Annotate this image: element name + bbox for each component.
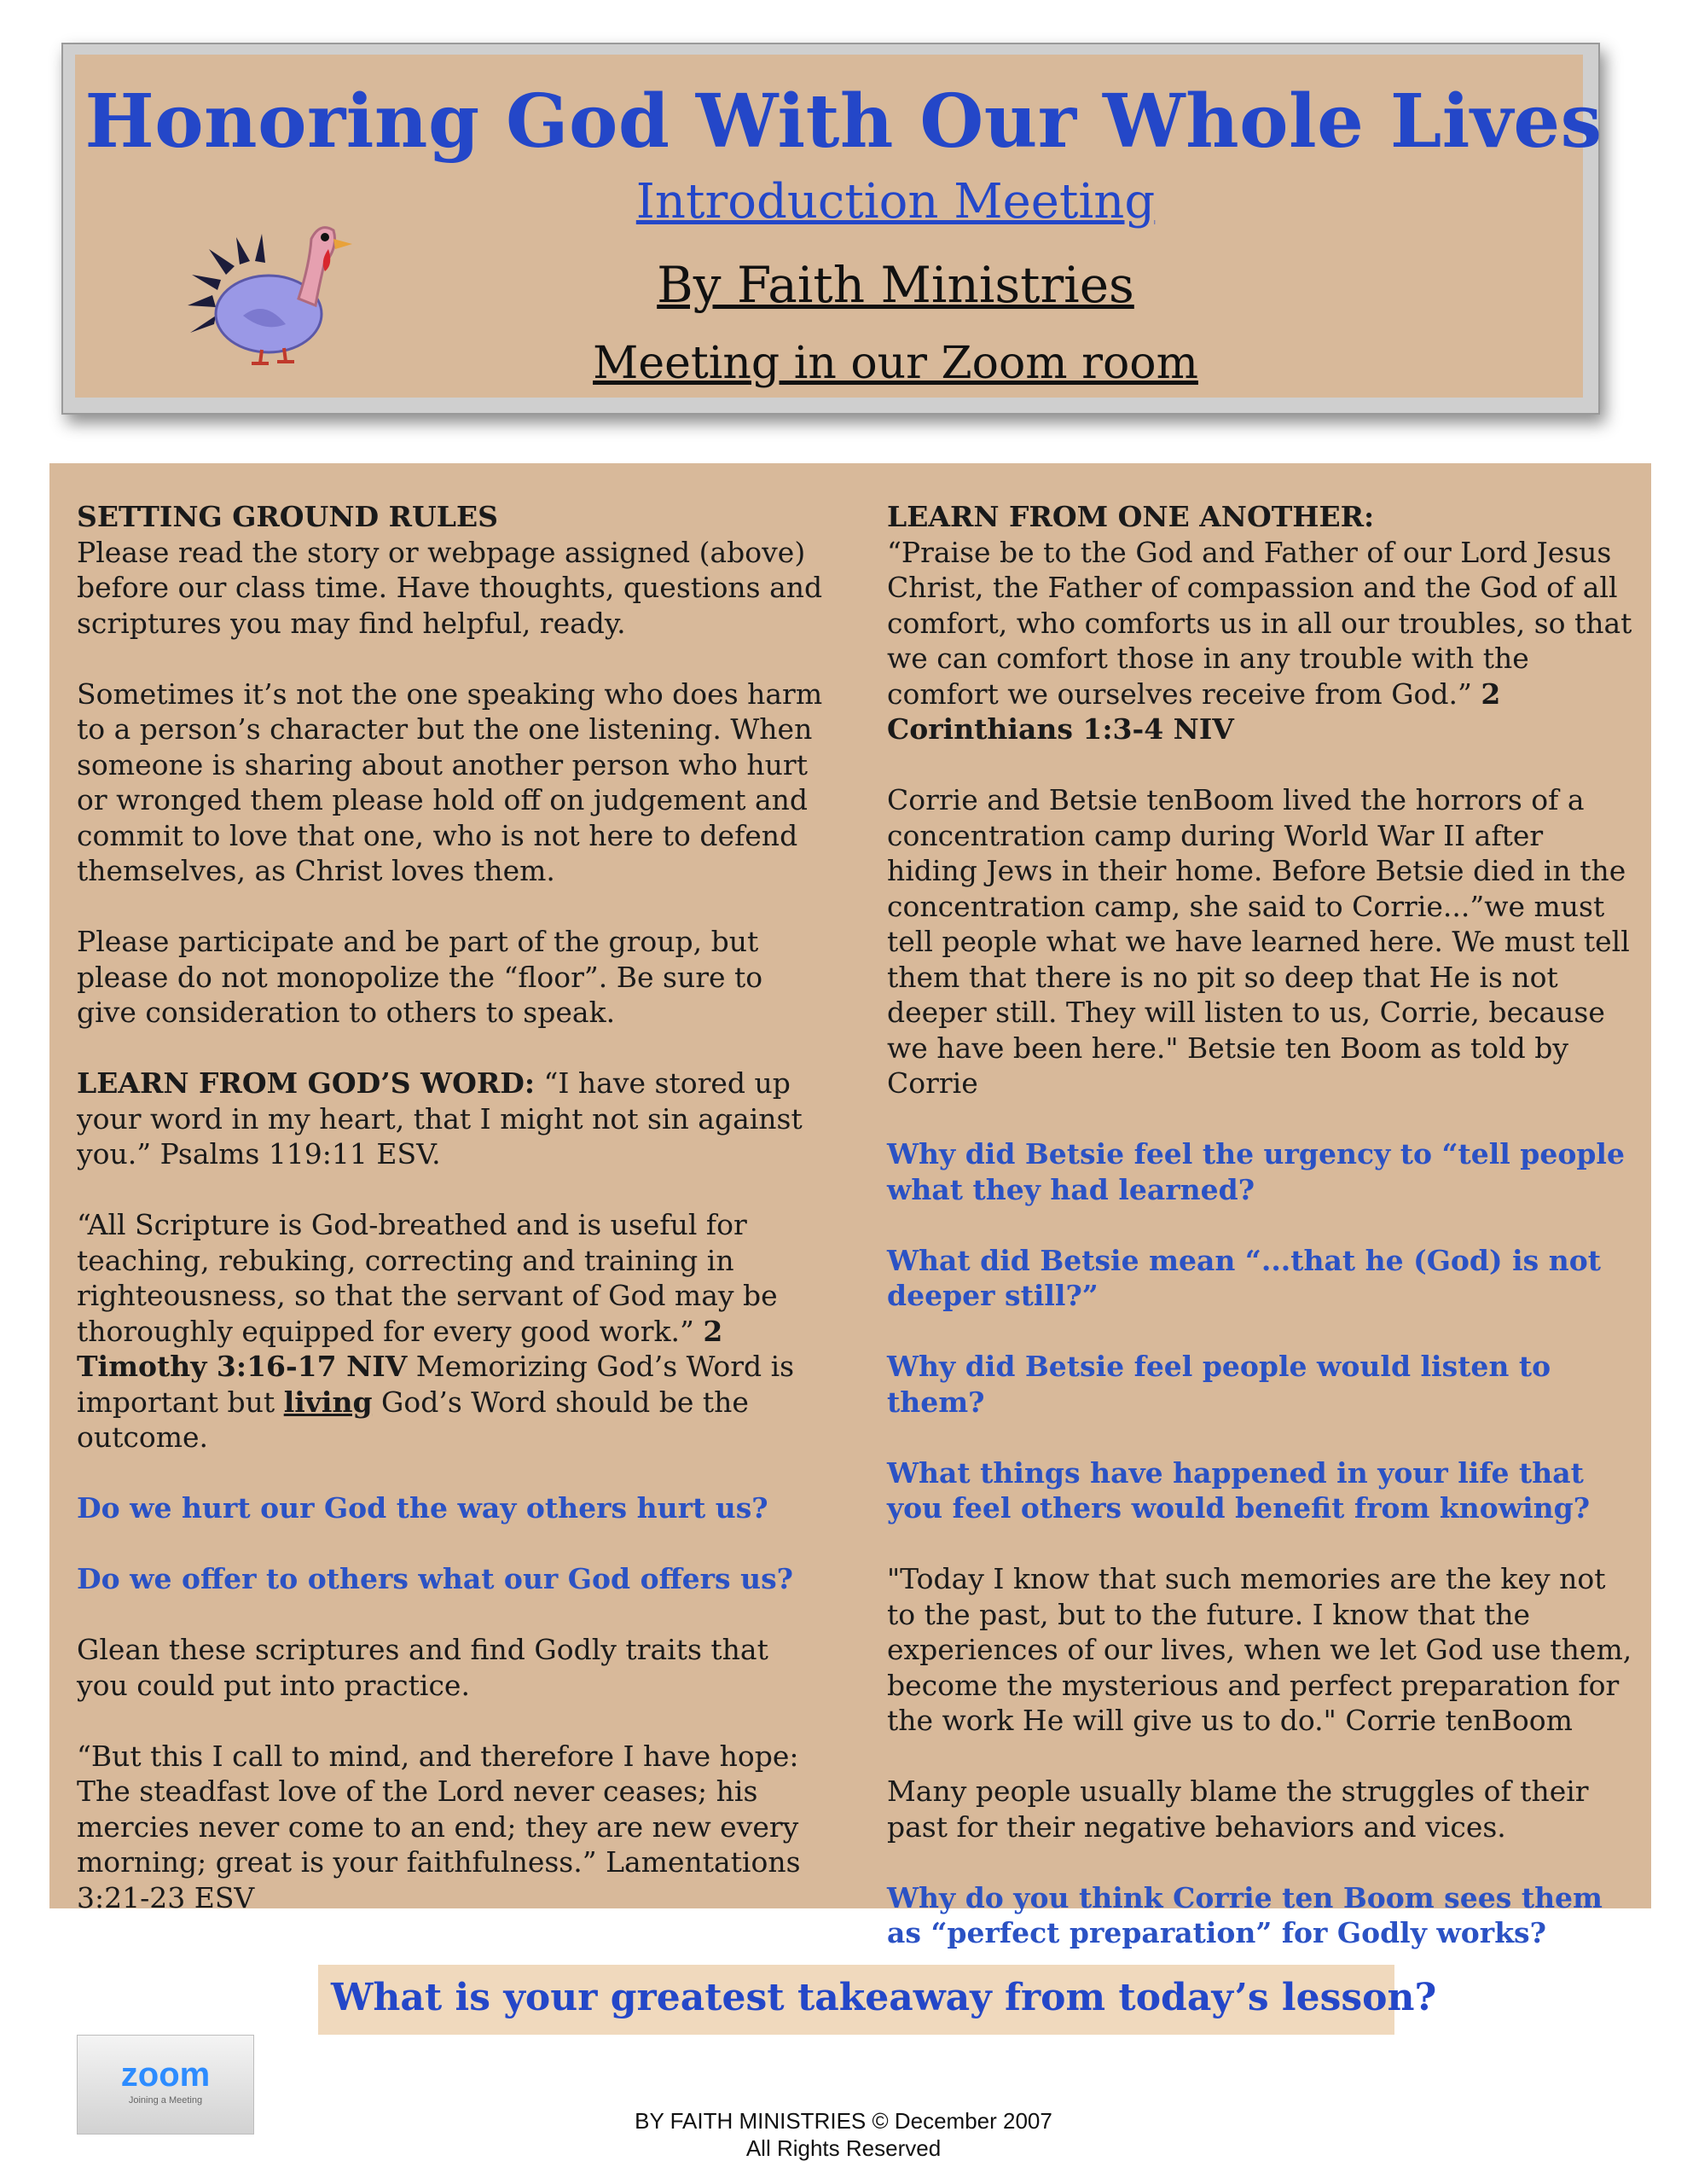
byline: By Faith Ministries	[657, 256, 1134, 314]
ground-rules-text: Please read the story or webpage assigned (above) before our class time. Have thoughts, questions and scriptures you may find helpful, ready.	[77, 535, 823, 640]
question: What did Betsie mean “...that he (God) is not deeper still?”	[887, 1243, 1601, 1312]
scripture-reference: 2 Timothy 3:16-17 NIV	[77, 1314, 723, 1383]
question: Why did Betsie feel the urgency to “tell people what they had learned?	[887, 1137, 1625, 1206]
zoom-caption: Joining a Meeting	[128, 2095, 203, 2106]
takeaway-question: What is your greatest takeaway from today’s lesson?	[331, 1976, 1437, 2019]
page-title: Honoring God With Our Whole Lives	[84, 78, 1603, 165]
question: What things have happened in your life that you feel others would benefit from knowing?	[887, 1455, 1591, 1525]
turkey-icon	[183, 205, 362, 367]
gods-word-text: “I have stored up your word in my heart, that I might not sin against you.” Psalms 119:11 ESV.	[77, 1066, 803, 1170]
scripture-quote: “All Scripture is God-breathed and is useful for teaching, rebuking, correcting and training in righteousness, so that the servant of God may be thoroughly equipped for every good work.”	[77, 1208, 778, 1348]
participation-paragraph: Please participate and be part of the group, but please do not monopolize the “floor”. Be sure to give consideration to others to speak.	[77, 925, 763, 1029]
tenboom-paragraph: Corrie and Betsie tenBoom lived the horrors of a concentration camp during World War II after hiding Jews in their home. Before Betsie died in the concentration camp, she said to Corrie...”we must tell people what we have learned here. We must tell them that there is no pit so deep that He is not deeper still. They will listen to us, Corrie, because we have been here." Betsie ten Boom as told by Corrie	[887, 783, 1630, 1100]
glean-paragraph: Glean these scriptures and find Godly traits that you could put into practice.	[77, 1633, 768, 1702]
right-column	[887, 499, 1638, 1986]
ground-rules-heading: SETTING GROUND RULES	[77, 500, 498, 533]
zoom-logo: zoom	[120, 2056, 211, 2094]
memorizing-text-end: God’s Word should be the outcome.	[77, 1385, 749, 1454]
copyright-line: BY FAITH MINISTRIES © December 2007	[635, 2108, 1052, 2134]
subtitle: Introduction Meeting	[635, 174, 1156, 229]
question: Do we offer to others what our God offers us?	[77, 1562, 794, 1595]
footer	[0, 2107, 1687, 2162]
gods-word-heading: LEARN FROM GOD’S WORD:	[77, 1066, 536, 1100]
blame-paragraph: Many people usually blame the struggles of their past for their negative behaviors and vices.	[887, 1774, 1589, 1844]
living-emphasis: living	[283, 1385, 373, 1419]
corinthians-quote: “Praise be to the God and Father of our Lord Jesus Christ, the Father of compassion and the God of all comfort, who comforts us in all our troubles, so that we can comfort those in any trouble with the comfort we ourselves receive from God.”	[887, 535, 1632, 711]
left-column	[77, 499, 827, 1951]
listening-paragraph: Sometimes it’s not the one speaking who does harm to a person’s character but the one listening. When someone is sharing about another person who hurt or wronged them please hold off on judgement and commit to love that one, who is not here to defend themselves, as Christ loves them.	[77, 677, 823, 887]
question: Why do you think Corrie ten Boom sees them as “perfect preparation” for Godly works?	[887, 1880, 1603, 1949]
corrie-quote: "Today I know that such memories are the key not to the past, but to the future. I know that the experiences of our lives, when we let God use them, become the mysterious and perfect preparation for the work He will give us to do." Corrie tenBoom	[887, 1562, 1632, 1737]
meeting-location: Meeting in our Zoom room	[593, 338, 1198, 389]
rights-line: All Rights Reserved	[745, 2135, 942, 2161]
question: Do we hurt our God the way others hurt us?	[77, 1491, 768, 1525]
corinthians-reference: 2 Corinthians 1:3-4 NIV	[887, 677, 1501, 746]
lamentations-quote: “But this I call to mind, and therefore I have hope: The steadfast love of the Lord never ceases; his mercies never come to an end; they are new every morning; great is your faithfulness.” Lamentations 3:21-23 ESV	[77, 1739, 801, 1914]
question: Why did Betsie feel people would listen to them?	[887, 1350, 1551, 1419]
one-another-heading: LEARN FROM ONE ANOTHER:	[887, 500, 1375, 533]
memorizing-text: Memorizing God’s Word is important but	[77, 1350, 795, 1419]
